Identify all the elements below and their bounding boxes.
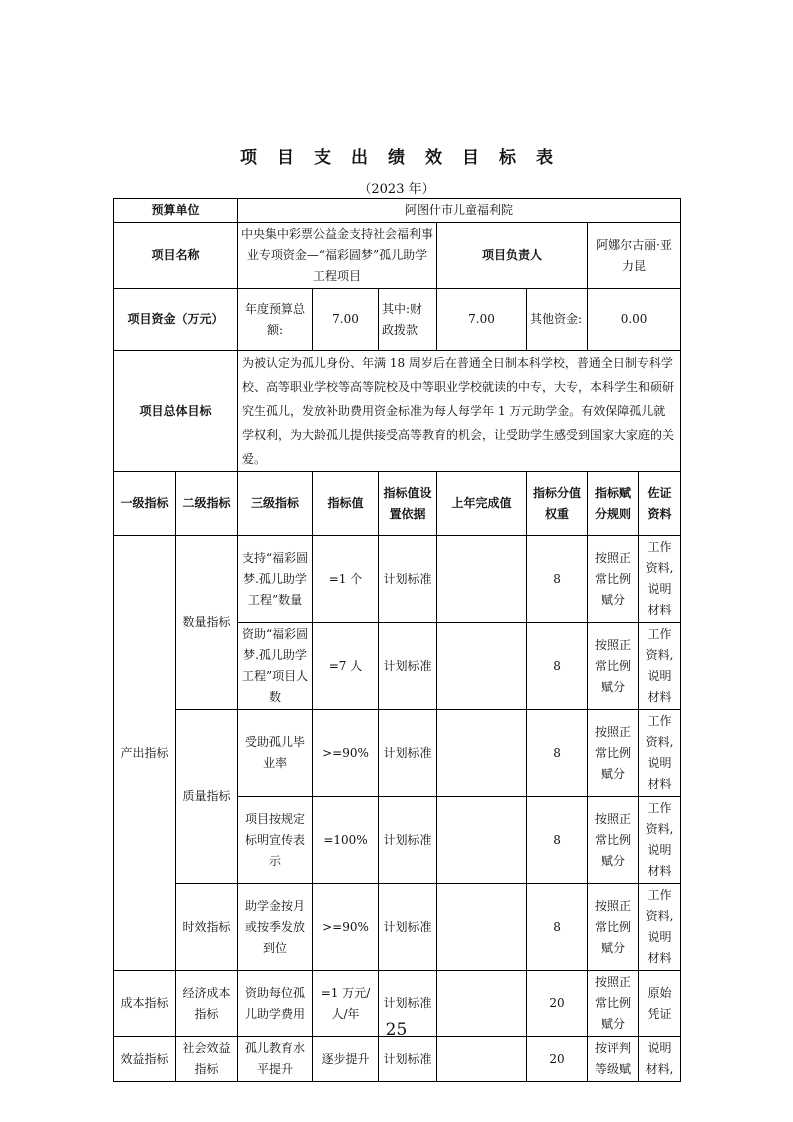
value-cell: =7 人 bbox=[313, 623, 379, 710]
level3-cell: 项目按规定标明宣传表示 bbox=[238, 797, 313, 884]
annual-budget-label: 年度预算总额: bbox=[238, 289, 313, 351]
year-label: （2023 年） bbox=[358, 182, 435, 197]
funds-label: 项目资金（万元） bbox=[114, 289, 238, 351]
fiscal-label: 其中:财政拨款 bbox=[379, 289, 437, 351]
annual-budget-value: 7.00 bbox=[313, 289, 379, 351]
value-cell: >=90% bbox=[313, 884, 379, 971]
rule-cell: 按照正常比例赋分 bbox=[588, 971, 639, 1037]
prev-value-cell bbox=[437, 1037, 527, 1082]
evidence-cell: 原始凭证 bbox=[639, 971, 681, 1037]
table-row bbox=[114, 1037, 681, 1082]
level3-cell: 受助孤儿毕业率 bbox=[238, 710, 313, 797]
value-cell: =100% bbox=[313, 797, 379, 884]
weight-cell: 20 bbox=[527, 1037, 588, 1082]
value-cell: >=90% bbox=[313, 710, 379, 797]
value-cell: =1 万元/人/年 bbox=[313, 971, 379, 1037]
other-funds-label: 其他资金: bbox=[527, 289, 588, 351]
page-title: 项目支出绩效目标表 bbox=[240, 148, 573, 168]
evidence-cell: 工作资料,说明材料 bbox=[639, 884, 681, 971]
level2-economic-cost: 经济成本指标 bbox=[176, 971, 238, 1037]
weight-cell: 8 bbox=[527, 710, 588, 797]
basis-cell: 计划标准 bbox=[379, 710, 437, 797]
header-value: 指标值 bbox=[313, 472, 379, 536]
project-lead-value: 阿娜尔古丽·亚力昆 bbox=[588, 223, 681, 289]
basis-cell: 计划标准 bbox=[379, 623, 437, 710]
header-level3: 三级指标 bbox=[238, 472, 313, 536]
evidence-cell: 说明材料, bbox=[639, 1037, 681, 1082]
overall-goal-text: 为被认定为孤儿身份、年满 18 周岁后在普通全日制本科学校，普通全日制专科学校、高等职业学校等高等院校及中等职业学校就读的中专，大专，本科学生和硕研究生孤儿，发放补助费用资金标准为每人每学年 1 万元助学金。有效保障孤儿就学权利，为大龄孤儿提供接受高等教育的机会，让受助学生感受到国家大家庭的关爱。 bbox=[238, 351, 681, 472]
value-cell: 逐步提升 bbox=[313, 1037, 379, 1082]
prev-value-cell bbox=[437, 797, 527, 884]
level3-cell: 助学金按月或按季发放到位 bbox=[238, 884, 313, 971]
rule-cell: 按照正常比例赋分 bbox=[588, 710, 639, 797]
evidence-cell: 工作资料,说明材料 bbox=[639, 536, 681, 623]
budget-unit-value: 阿图什市儿童福利院 bbox=[238, 199, 681, 223]
evidence-cell: 工作资料,说明材料 bbox=[639, 623, 681, 710]
level3-cell: 资助“福彩圆梦.孤儿助学工程”项目人数 bbox=[238, 623, 313, 710]
rule-cell: 按照正常比例赋分 bbox=[588, 884, 639, 971]
level1-benefit: 效益指标 bbox=[114, 1037, 176, 1082]
value-cell: =1 个 bbox=[313, 536, 379, 623]
level3-cell: 资助每位孤儿助学费用 bbox=[238, 971, 313, 1037]
evidence-cell: 工作资料,说明材料 bbox=[639, 710, 681, 797]
other-funds-value: 0.00 bbox=[588, 289, 681, 351]
rule-cell: 按照正常比例赋分 bbox=[588, 797, 639, 884]
basis-cell: 计划标准 bbox=[379, 1037, 437, 1082]
prev-value-cell bbox=[437, 884, 527, 971]
header-weight: 指标分值权重 bbox=[527, 472, 588, 536]
fiscal-value: 7.00 bbox=[437, 289, 527, 351]
performance-table bbox=[113, 198, 681, 1082]
basis-cell: 计划标准 bbox=[379, 971, 437, 1037]
table-row bbox=[114, 710, 681, 797]
level2-quality: 质量指标 bbox=[176, 710, 238, 884]
project-lead-label: 项目负责人 bbox=[437, 223, 588, 289]
header-level2: 二级指标 bbox=[176, 472, 238, 536]
table-row bbox=[114, 884, 681, 971]
header-rule: 指标赋分规则 bbox=[588, 472, 639, 536]
page-number: 25 bbox=[385, 1020, 408, 1040]
level1-output: 产出指标 bbox=[114, 536, 176, 971]
rule-cell: 按照正常比例赋分 bbox=[588, 536, 639, 623]
basis-cell: 计划标准 bbox=[379, 797, 437, 884]
weight-cell: 8 bbox=[527, 884, 588, 971]
prev-value-cell bbox=[437, 623, 527, 710]
weight-cell: 8 bbox=[527, 623, 588, 710]
overall-goal-label: 项目总体目标 bbox=[114, 351, 238, 472]
level2-timeliness: 时效指标 bbox=[176, 884, 238, 971]
header-prev-value: 上年完成值 bbox=[437, 472, 527, 536]
weight-cell: 8 bbox=[527, 536, 588, 623]
rule-cell: 按照正常比例赋分 bbox=[588, 623, 639, 710]
rule-cell: 按评判等级赋 bbox=[588, 1037, 639, 1082]
level2-social-benefit: 社会效益指标 bbox=[176, 1037, 238, 1082]
header-level1: 一级指标 bbox=[114, 472, 176, 536]
header-evidence: 佐证资料 bbox=[639, 472, 681, 536]
level3-cell: 支持“福彩圆梦.孤儿助学工程”数量 bbox=[238, 536, 313, 623]
basis-cell: 计划标准 bbox=[379, 536, 437, 623]
project-name-value: 中央集中彩票公益金支持社会福利事业专项资金—“福彩圆梦”孤儿助学工程项目 bbox=[238, 223, 437, 289]
budget-unit-label: 预算单位 bbox=[114, 199, 238, 223]
level1-cost: 成本指标 bbox=[114, 971, 176, 1037]
prev-value-cell bbox=[437, 536, 527, 623]
weight-cell: 8 bbox=[527, 797, 588, 884]
table-row bbox=[114, 536, 681, 623]
level3-cell: 孤儿教育水平提升 bbox=[238, 1037, 313, 1082]
project-name-label: 项目名称 bbox=[114, 223, 238, 289]
weight-cell: 20 bbox=[527, 971, 588, 1037]
header-basis: 指标值设置依据 bbox=[379, 472, 437, 536]
level2-quantity: 数量指标 bbox=[176, 536, 238, 710]
prev-value-cell bbox=[437, 710, 527, 797]
basis-cell: 计划标准 bbox=[379, 884, 437, 971]
evidence-cell: 工作资料,说明材料 bbox=[639, 797, 681, 884]
